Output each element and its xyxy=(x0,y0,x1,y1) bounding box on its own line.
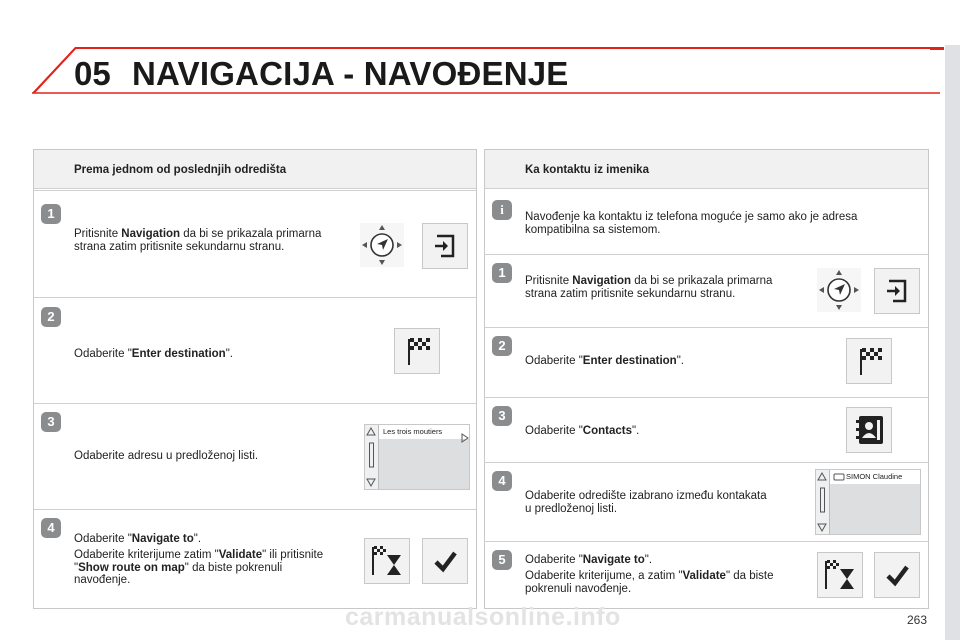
navigate-to-flag-hourglass-icon xyxy=(817,552,863,598)
step-number-badge: 4 xyxy=(492,471,512,491)
step-number-badge: 4 xyxy=(41,518,61,538)
watermark: carmanualsonline.info xyxy=(345,603,621,631)
step-3 xyxy=(34,403,476,509)
navigate-to-flag-hourglass-icon xyxy=(364,538,410,584)
step-2 xyxy=(34,297,476,403)
page-number: 263 xyxy=(907,613,928,627)
right-section xyxy=(484,149,929,609)
chapter-number: 05 xyxy=(74,55,111,92)
section-header xyxy=(485,150,928,189)
info-icon: i xyxy=(492,200,512,220)
step-text-line-2: Odaberite kriterijume zatim "Validate" ili pritisnite "Show route on map" da biste pokrenuli navođenje. xyxy=(74,549,324,586)
step-4 xyxy=(485,462,928,541)
navigation-joystick-icon xyxy=(360,223,404,267)
validate-check-icon xyxy=(422,538,468,584)
secondary-page-icon xyxy=(422,223,468,269)
contact-list-screen xyxy=(815,469,921,535)
list-scrollbar xyxy=(365,425,379,489)
destination-flag-icon xyxy=(394,328,440,374)
step-text: Odaberite "Contacts". xyxy=(525,425,640,437)
left-section xyxy=(33,149,477,609)
step-text: Odaberite odredište izabrano između kontakata u predloženoj listi. xyxy=(525,490,767,515)
step-number-badge: 3 xyxy=(492,406,512,426)
step-number-badge: 1 xyxy=(492,263,512,283)
navigation-joystick-icon xyxy=(817,268,861,312)
contact-card-icon xyxy=(833,473,845,481)
page-side-strip xyxy=(945,45,960,640)
address-list-screen xyxy=(364,424,470,490)
step-text: Pritisnite Navigation da bi se prikazala primarna strana zatim pritisnite sekundarnu stranu. xyxy=(525,275,773,300)
list-item: Les trois moutiers xyxy=(379,425,469,439)
step-text-line-2: Odaberite kriterijume, a zatim "Validate" da biste pokrenuli navođenje. xyxy=(525,570,774,595)
contacts-book-icon xyxy=(846,407,892,453)
step-4 xyxy=(34,509,476,609)
chevron-right-icon xyxy=(461,433,469,443)
destination-flag-icon xyxy=(846,338,892,384)
step-text: Odaberite adresu u predloženoj listi. xyxy=(74,450,259,462)
step-number-badge: 5 xyxy=(492,550,512,570)
info-text: Navođenje ka kontaktu iz telefona moguće je samo ako je adresa kompatibilna sa sistemom. xyxy=(525,211,858,236)
section-header xyxy=(34,150,476,189)
section-title: Ka kontaktu iz imenika xyxy=(525,164,649,176)
section-title: Prema jednom od poslednjih odredišta xyxy=(74,164,287,176)
step-text: Odaberite "Enter destination". xyxy=(74,348,233,360)
step-2 xyxy=(485,327,928,397)
step-number-badge: 2 xyxy=(492,336,512,356)
step-3 xyxy=(485,397,928,462)
secondary-page-icon xyxy=(874,268,920,314)
step-number-badge: 3 xyxy=(41,412,61,432)
step-1 xyxy=(485,254,928,327)
list-item: SIMON Claudine xyxy=(830,470,920,484)
step-5 xyxy=(485,541,928,609)
step-number-badge: 2 xyxy=(41,307,61,327)
step-number-badge: 1 xyxy=(41,204,61,224)
info-note xyxy=(485,190,928,253)
chapter-title: NAVIGACIJA - NAVOĐENJE xyxy=(132,55,569,92)
list-scrollbar xyxy=(816,470,830,534)
step-text-line-1: Odaberite "Navigate to". xyxy=(74,533,202,545)
step-text-line-1: Odaberite "Navigate to". xyxy=(525,554,653,566)
validate-check-icon xyxy=(874,552,920,598)
step-text: Pritisnite Navigation da bi se prikazala primarna strana zatim pritisnite sekundarnu stranu. xyxy=(74,228,322,253)
step-1 xyxy=(34,190,476,297)
step-text: Odaberite "Enter destination". xyxy=(525,355,684,367)
